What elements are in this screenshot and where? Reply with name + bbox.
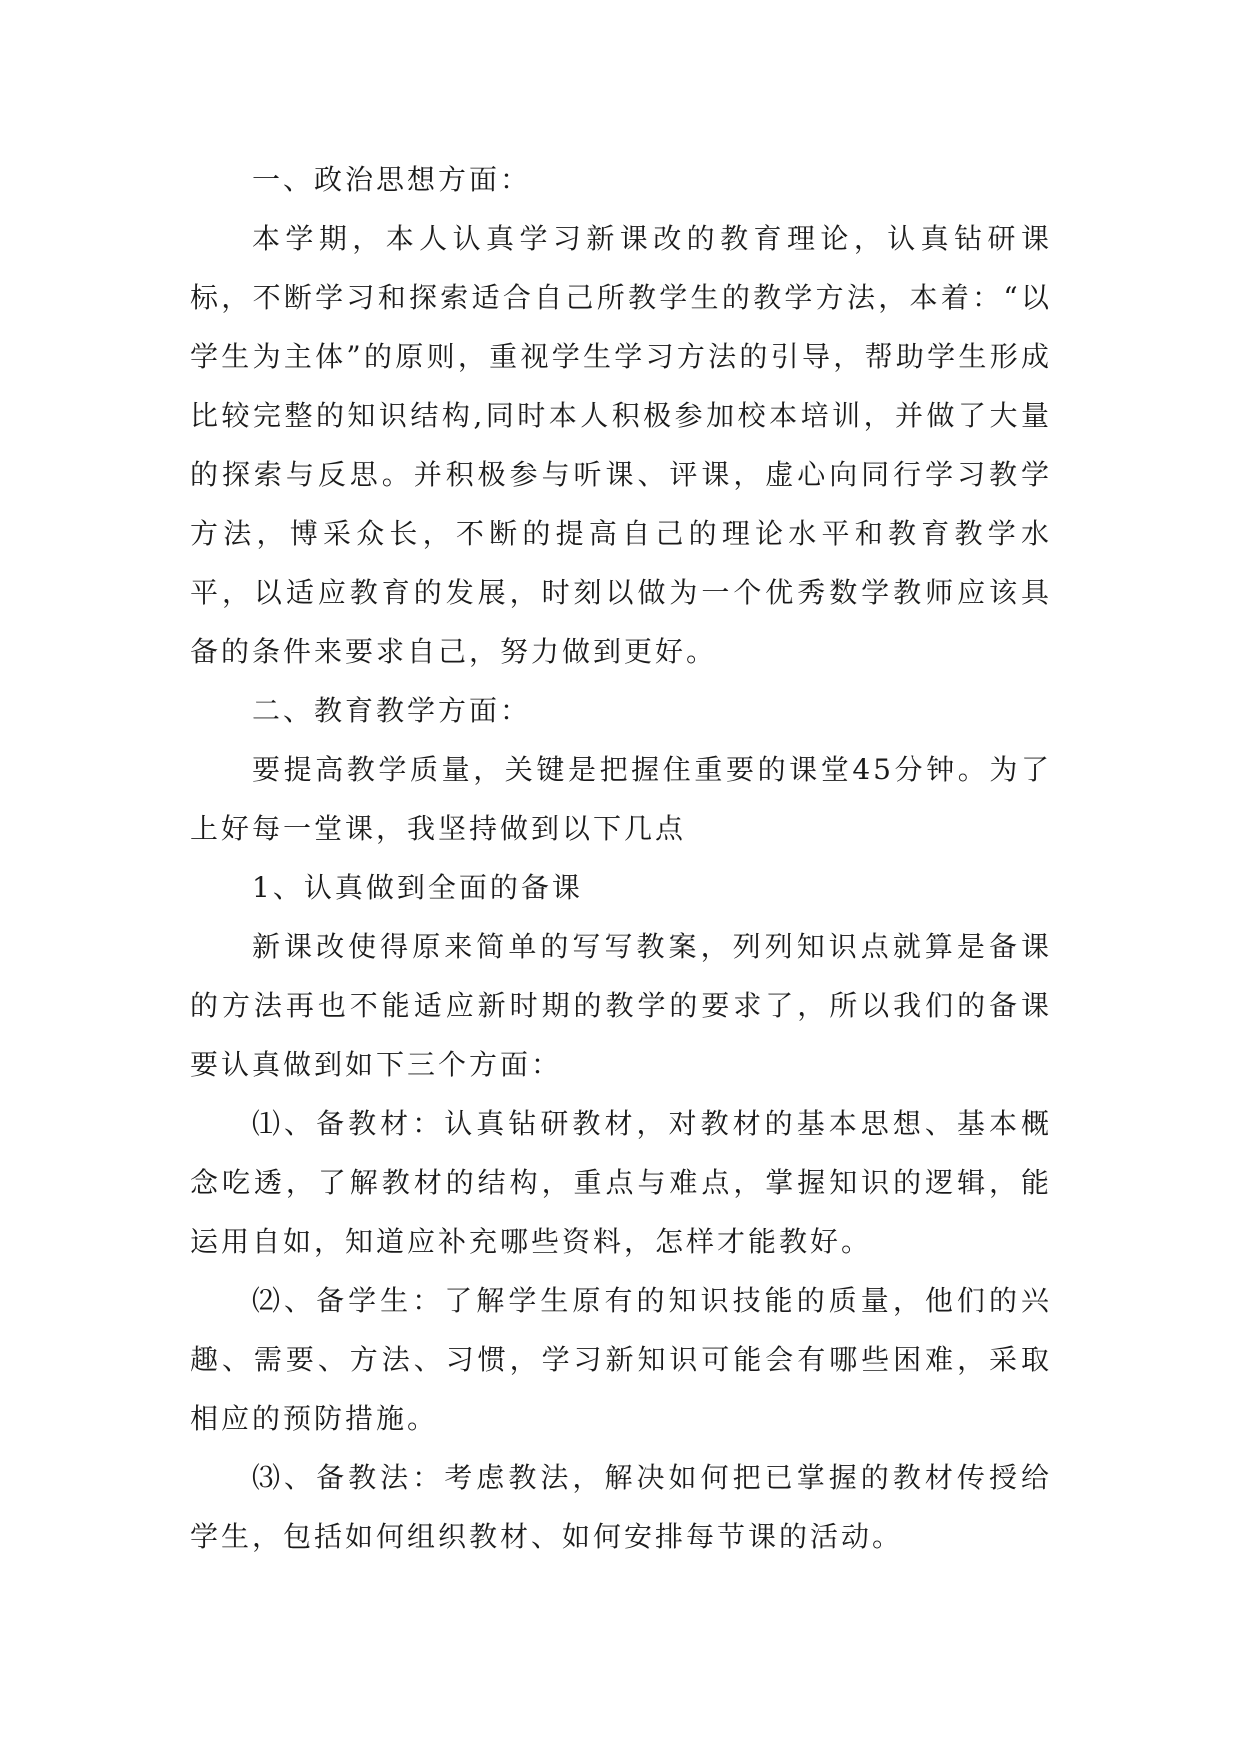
item-prepare-materials: ⑴、备教材：认真钻研教材，对教材的基本思想、基本概念吃透，了解教材的结构，重点与难点，掌握知识的逻辑，能运用自如，知道应补充哪些资料，怎样才能教好。 (190, 1107, 1052, 1258)
paragraph-lesson-prep: 新课改使得原来简单的写写教案，列列知识点就算是备课的方法再也不能适应新时期的教学的要求了，所以我们的备课要认真做到如下三个方面： (190, 930, 1052, 1081)
item-prepare-students: ⑵、备学生：了解学生原有的知识技能的质量，他们的兴趣、需要、方法、习惯，学习新知识可能会有哪些困难，采取相应的预防措施。 (190, 1284, 1052, 1435)
paragraph-teaching-quality: 要提高教学质量，关键是把握住重要的课堂45分钟。为了上好每一堂课，我坚持做到以下几点 (190, 753, 1052, 845)
item-prepare-methods: ⑶、备教法：考虑教法，解决如何把已掌握的教材传授给学生，包括如何组织教材、如何安排每节课的活动。 (190, 1461, 1052, 1553)
heading-teaching: 二、教育教学方面： (252, 694, 532, 727)
heading-political-thought: 一、政治思想方面： (252, 163, 532, 196)
paragraph-political-thought: 本学期，本人认真学习新课改的教育理论，认真钻研课标，不断学习和探索适合自己所教学生的教学方法，本着：“以学生为主体”的原则，重视学生学习方法的引导，帮助学生形成比较完整的知识结构,同时本人积极参加校本培训，并做了大量的探索与反思。并积极参与听课、评课，虚心向同行学习教学方法，博采众长，不断的提高自己的理论水平和教育教学水平，以适应教育的发展，时刻以做为一个优秀数学教师应该具备的条件来要求自己，努力做到更好。 (190, 222, 1052, 668)
document-body (190, 150, 1052, 1566)
subheading-lesson-prep: 1、认真做到全面的备课 (252, 871, 583, 904)
